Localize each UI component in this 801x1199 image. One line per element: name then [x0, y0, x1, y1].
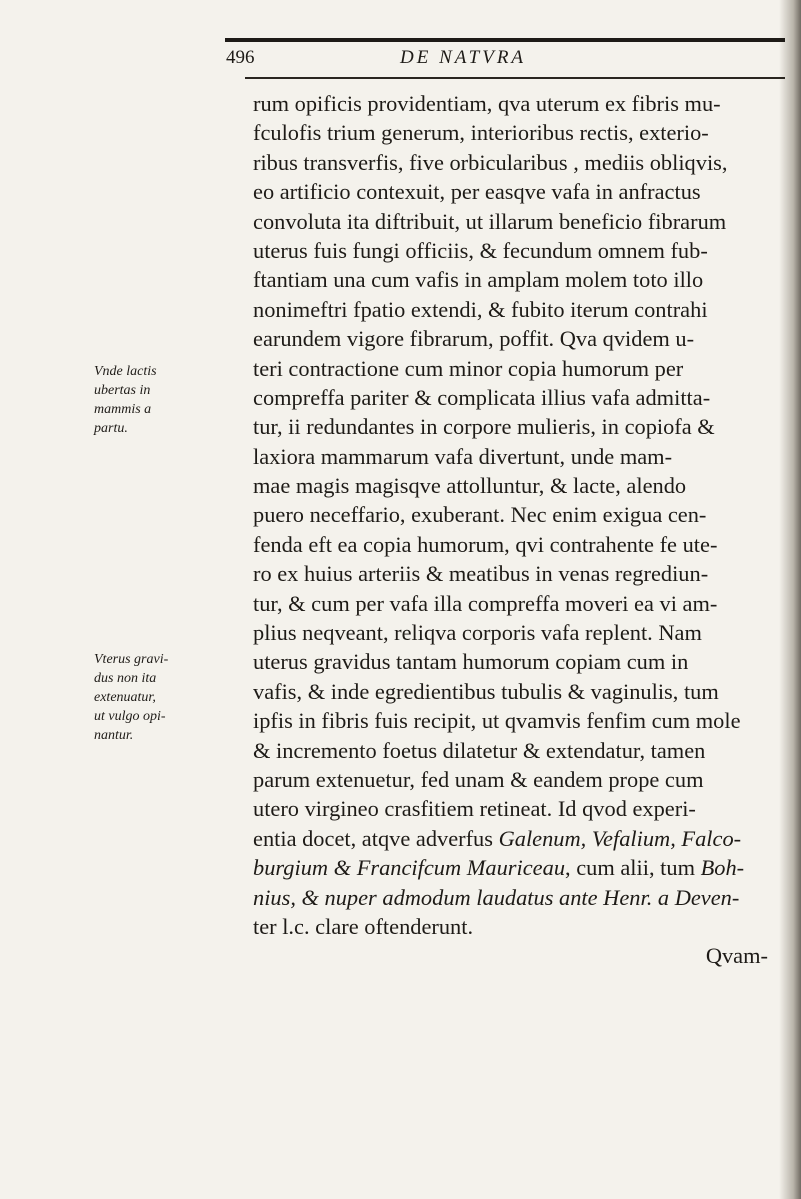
- italic-author-name: Francifcum Mauriceau: [356, 855, 566, 881]
- catchword: Qvam-: [705, 943, 768, 969]
- text-line: [253, 824, 788, 853]
- text-line: convoluta ita diftribuit, ut illarum beneficio fibrarum: [253, 208, 727, 234]
- body-text: [253, 89, 788, 971]
- text-line: teri contractione cum minor copia humorum per: [253, 355, 684, 381]
- text-line: parum extenuetur, fed unam & eandem prope cum: [253, 766, 704, 792]
- margin-note-lactis: [94, 362, 244, 438]
- text-line: rum opificis providentiam, qva uterum ex fibris mu-: [253, 91, 721, 116]
- text-line: nonimeftri fpatio extendi, & fubito iterum contrahi: [253, 296, 708, 322]
- italic-ampersand: &: [333, 855, 352, 881]
- margin-note-line: ut vulgo opi-: [94, 709, 166, 724]
- margin-note-line: ubertas in: [94, 383, 151, 398]
- text-line: laxiora mammarum vafa divertunt, unde mam-: [253, 443, 673, 469]
- text-line: tur, & cum per vafa illa compreffa moveri ea vi am-: [253, 590, 718, 616]
- italic-author-name: burgium: [253, 855, 329, 881]
- margin-note-line: partu.: [94, 421, 128, 436]
- text-segment: entia docet, atqve adverfus: [253, 825, 493, 851]
- italic-author-names: Galenum, Vefalium, Falco-: [498, 825, 742, 851]
- text-line: ftantiam una cum vafis in amplam molem toto illo: [253, 267, 704, 293]
- text-line: fenda eft ea copia humorum, qvi contrahente fe ute-: [253, 531, 718, 557]
- text-segment: , cum alii, tum: [565, 855, 695, 881]
- margin-note-line: mammis a: [94, 402, 152, 417]
- text-line: & incremento foetus dilatetur & extendatur, tamen: [253, 737, 706, 763]
- text-line: eo artificio contexuit, per easqve vafa in anfractus: [253, 179, 701, 205]
- text-line: compreffa pariter & complicata illius vafa admitta-: [253, 384, 711, 410]
- text-line: ter l.c. clare oftenderunt.: [253, 913, 474, 939]
- margin-note-line: extenuatur,: [94, 690, 156, 705]
- margin-note-line: Vterus gravi-: [94, 652, 169, 667]
- italic-author-name: Henr. a Deven-: [603, 884, 740, 910]
- text-line: ribus transverfis, five orbicularibus , mediis obliqvis,: [253, 149, 728, 175]
- margin-note-line: dus non ita: [94, 671, 157, 686]
- text-line: [253, 883, 788, 912]
- text-line: ro ex huius arteriis & meatibus in venas regrediun-: [253, 561, 709, 587]
- page-number: 496: [226, 47, 255, 68]
- header-rule: [245, 77, 785, 79]
- text-line: fculofis trium generum, interioribus rectis, exterio-: [253, 120, 709, 146]
- margin-note-line: nantur.: [94, 728, 134, 743]
- text-line: plius neqveant, reliqva corporis vafa replent. Nam: [253, 620, 702, 646]
- running-head: DE NATVRA: [400, 47, 527, 68]
- text-line: utero virgineo crasfitiem retineat. Id qvod experi-: [253, 796, 696, 822]
- text-line: [253, 853, 788, 882]
- text-line: tur, ii redundantes in corpore mulieris, in copiofa &: [253, 414, 715, 440]
- margin-note-uterus: [94, 650, 244, 745]
- text-line: ipfis in fibris fuis recipit, ut qvamvis fenfim cum mole: [253, 708, 741, 734]
- text-line: mae magis magisqve attolluntur, & lacte, alendo: [253, 473, 687, 499]
- text-line: puero neceffario, exuberant. Nec enim exigua cen-: [253, 502, 707, 528]
- margin-note-line: Vnde lactis: [94, 364, 157, 379]
- text-line: uterus fuis fungi officiis, & fecundum omnem fub-: [253, 237, 708, 263]
- text-line: uterus gravidus tantam humorum copiam cum in: [253, 649, 689, 675]
- text-line: earundem vigore fibrarum, poffit. Qva qvidem u-: [253, 326, 695, 352]
- top-rule: [225, 38, 785, 42]
- text-line: vafis, & inde egredientibus tubulis & vaginulis, tum: [253, 678, 719, 704]
- text-segment: nius, & nuper admodum laudatus ante: [253, 884, 598, 910]
- italic-author-name: Boh-: [700, 855, 745, 881]
